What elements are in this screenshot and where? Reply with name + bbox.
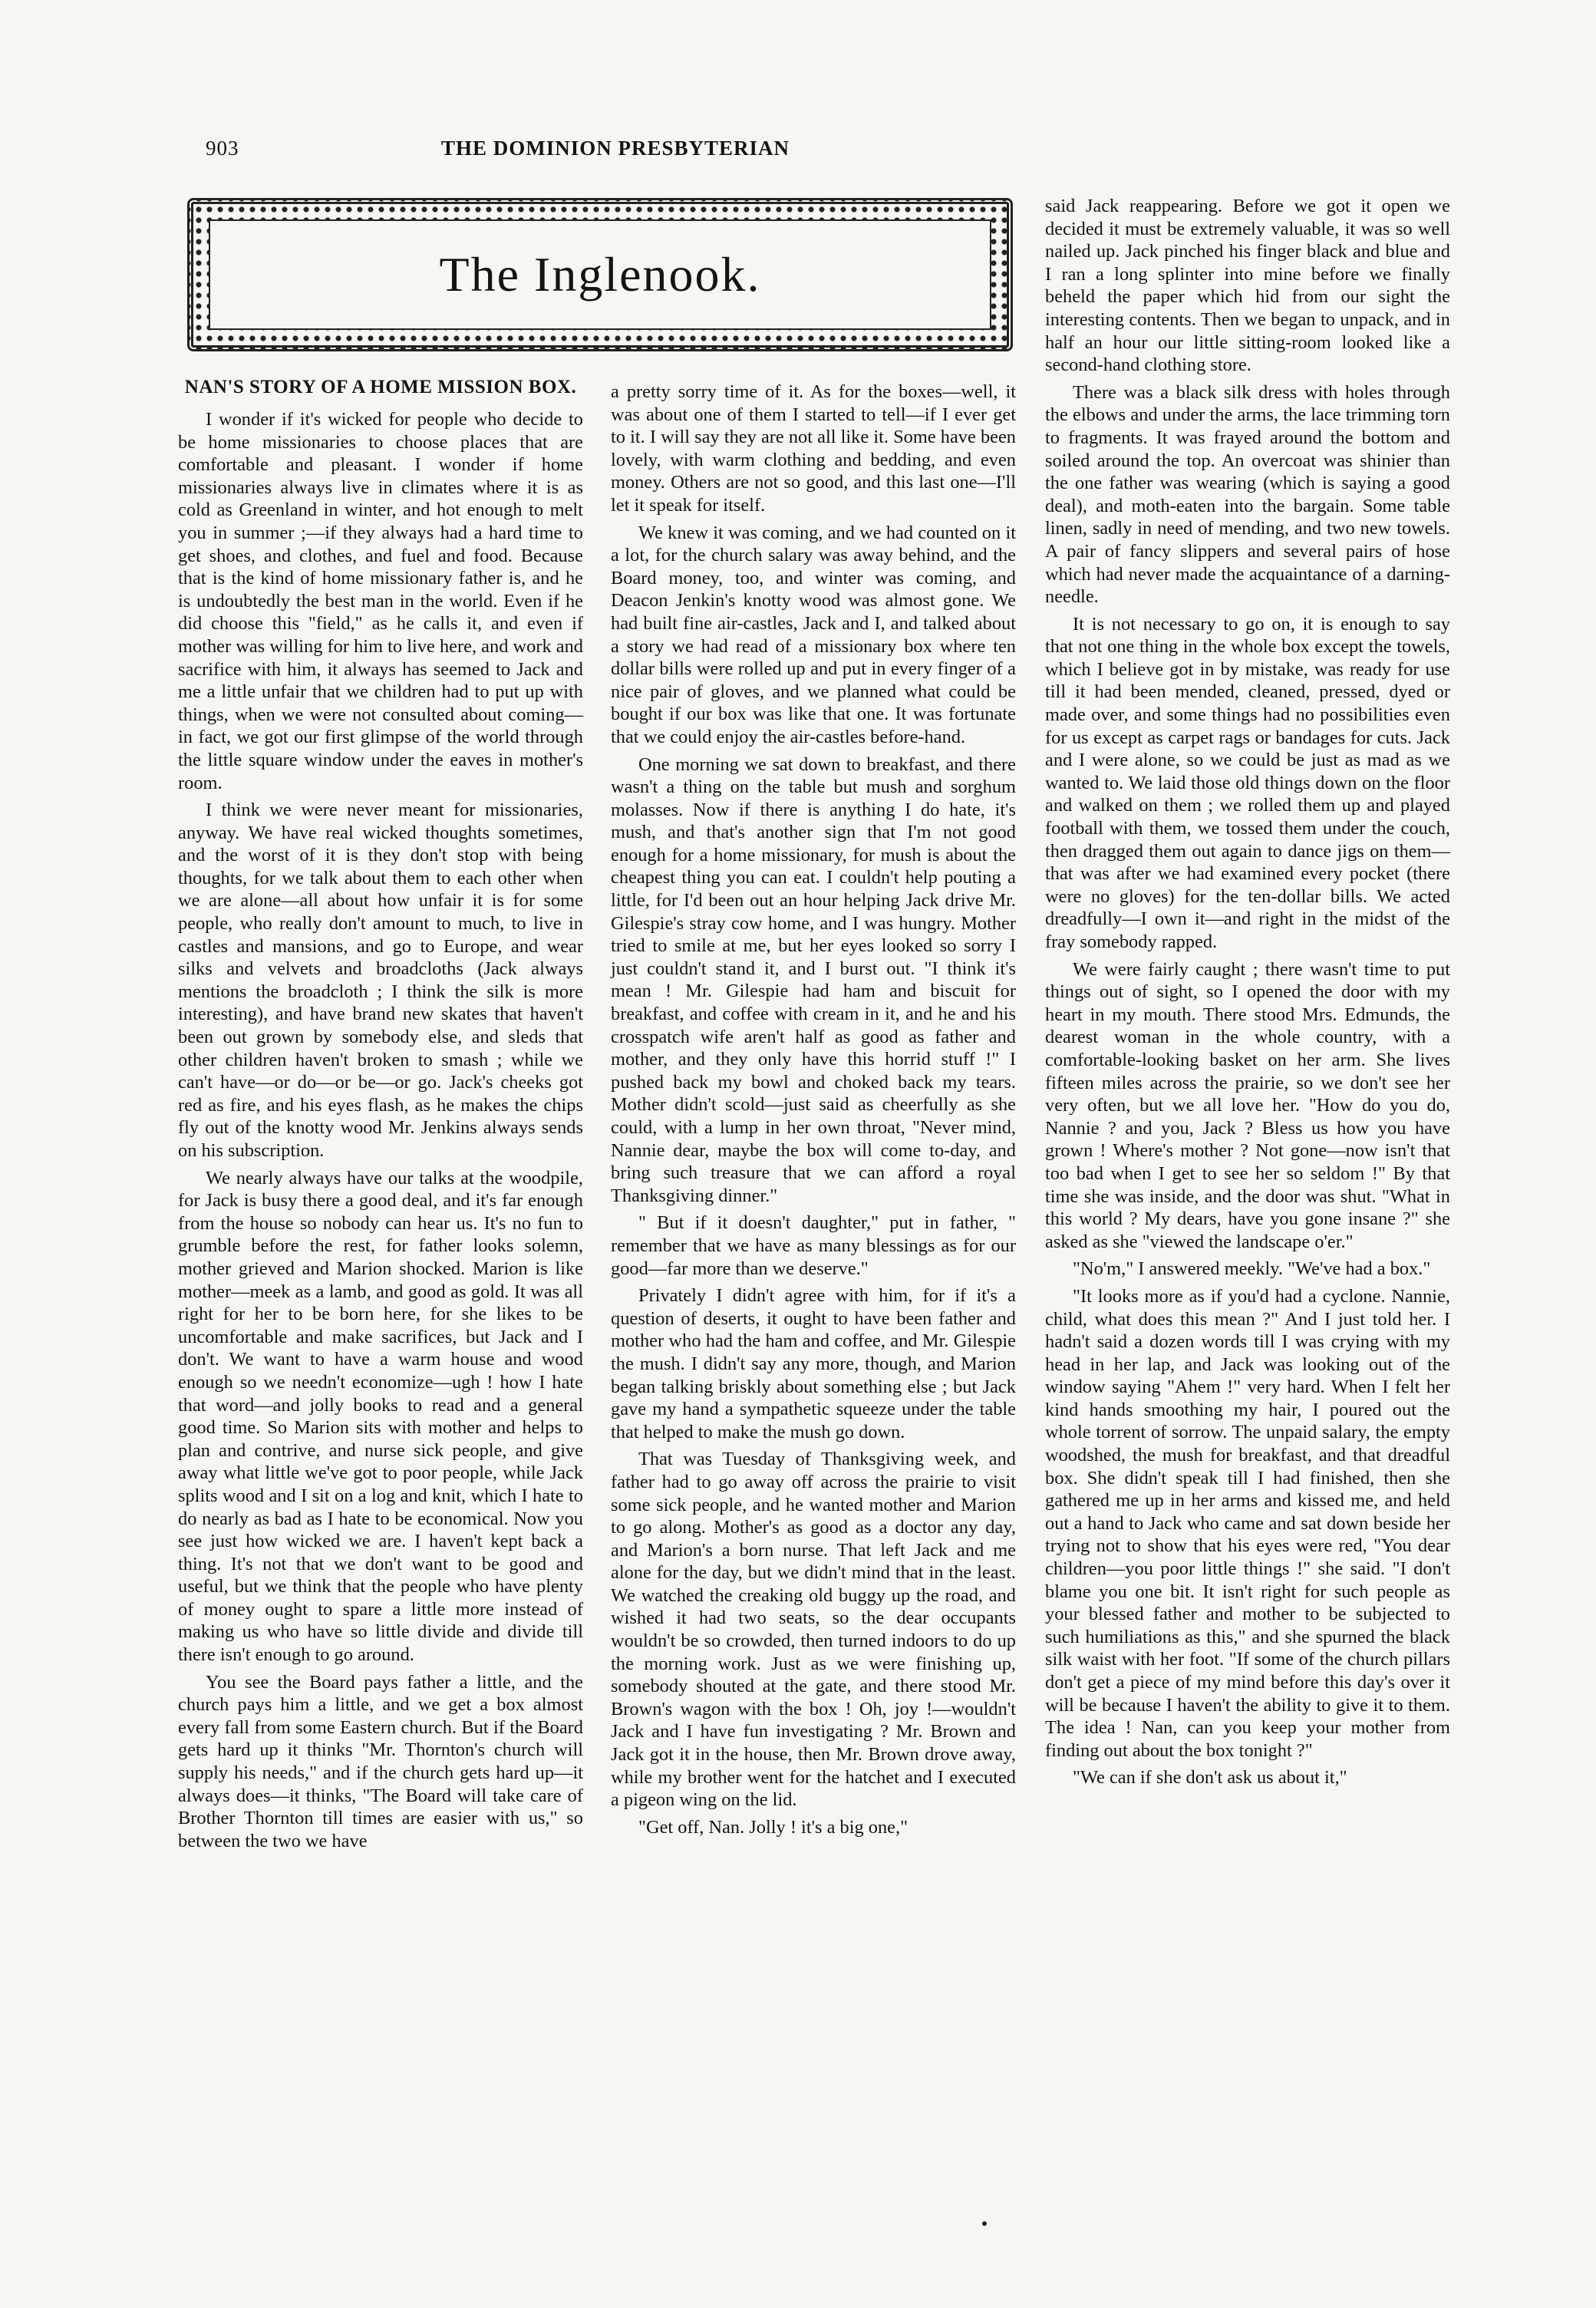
paragraph: said Jack reappearing. Before we got it open we decided it must be extremely valuable, it was so well nailed up. Jack pinched his finger black and blue and I ran a long splinter into mine before we finally beheld the paper which hid from our sight the interesting contents. Then we began to unpack, and in half an hour our little sitting-room looked like a second-hand clothing store.	[1045, 196, 1450, 376]
paragraph: "No'm," I answered meekly. "We've had a box."	[1073, 1258, 1431, 1280]
paragraph: There was a black silk dress with holes through the elbows and under the arms, the lace trimming torn to fragments. It was frayed around the bottom and soiled around the top. An overcoat was shinier than the one father was wearing (which is saying a good deal), and moth-eaten into the bargain. Some table linen, sadly in need of mending, and two new towels. A pair of fancy slippers and several pairs of hose which had never made the acquaintance of a darning-needle.	[1045, 381, 1450, 608]
paragraph: "Get off, Nan. Jolly ! it's a big one,"	[638, 1816, 908, 1838]
paragraph: You see the Board pays father a little, and the church pays him a little, and we get a box almost every fall from some Eastern church. But if the Board gets hard up it thinks "Mr. Thornton's church will supply his needs," and if the church gets hard up—it always does—it thinks, "The Board will take care of Brother Thornton till times are easier with us," so between the two we have	[178, 1671, 583, 1851]
paragraph: One morning we sat down to breakfast, and there wasn't a thing on the table but mush and sorghum molasses. Now if there is anything I do hate, it's mush, and that's another sign that I'm not good enough for a home missionary, for mush is about the cheapest thing you can eat. I couldn't help pouting a little, for I'd been out an hour helping Jack drive Mr. Gilespie's stray cow home, and I was hungry. Mother tried to smile at me, but her eyes looked so sorry I just couldn't stand it, and I burst out. "I think it's mean ! Mr. Gilespie had ham and biscuit for breakfast, and coffee with cream in it, and he and his crosspatch wife aren't half as good as father and mother, and they only have this horrid stuff !" I pushed back my bowl and choked back my tears. Mother didn't scold—just said as cheerfully as she could, with a lump in her own throat, "Never mind, Nannie dear, maybe the box will come to-day, and bring such treasure that we can afford a royal Thanksgiving dinner."	[611, 753, 1016, 1206]
paragraph: "We can if she don't ask us about it,"	[1073, 1767, 1347, 1789]
text-column-1	[178, 376, 583, 1857]
paragraph: We were fairly caught ; there wasn't time to put things out of sight, so I opened the door with my heart in my mouth. There stood Mrs. Edmunds, the dearest woman in the whole country, with a comfortable-looking basket on her arm. She lives fifteen miles across the prairie, so we don't see her very often, but we all love her. "How do you do, Nannie ? and you, Jack ? Bless us how you have grown ! Where's mother ? Not gone—now isn't that too bad when I get to see her so seldom !" By that time she was inside, and the door was shut. "What in this world ? My dears, have you gone insane ?" she asked as she "viewed the landscape o'er."	[1045, 958, 1450, 1252]
journal-title: THE DOMINION PRESBYTERIAN	[440, 137, 790, 160]
paragraph: We nearly always have our talks at the woodpile, for Jack is busy there a good deal, and it's far enough from the house so nobody can hear us. It's no fun to grumble before the rest, for father looks solemn, mother grieved and Marion shocked. Marion is like mother—meek as a lamb, and good as gold. It was all right for her to be born here, for she likes to be uncomfortable and make sacrifices, but Jack and I don't. We want to have a warm house and wood enough so we needn't economize—ugh ! how I hate that word—and jolly books to read and a general good time. So Marion sits with mother and helps to plan and contrive, and nurse sick people, and give away what little we've got to poor people, while Jack splits wood and I sit on a log and knit, which I hate to do nearly as bad as I hate to be economical. Now you see just how wicked we are. I haven't kept back a thing. It's not that we don't want to be good and useful, but we think that the people who have plenty of money ought to spare a little more instead of making us who have so little divide and divide till there isn't enough to go around.	[178, 1167, 583, 1666]
paragraph: That was Tuesday of Thanksgiving week, and father had to go away off across the prairie to visit some sick people, and he wanted mother and Marion to go along. Mother's as good as a doctor any day, and Marion's a born nurse. That left Jack and me alone for the day, but we didn't mind that in the least. We watched the creaking old buggy up the road, and wished it had two seats, so the dear occupants wouldn't be so crowded, then turned indoors to do up the morning work. Just as we were finishing up, somebody shouted at the gate, and there stood Mr. Brown's wagon with the box ! Oh, joy !—wouldn't Jack and I have fun investigating ? Mr. Brown and Jack got it in the house, then Mr. Brown drove away, while my brother went for the hatchet and I executed a pigeon wing on the lid.	[611, 1449, 1016, 1811]
page-number: 903	[206, 137, 239, 160]
paragraph: I wonder if it's wicked for people who decide to be home missionaries to choose places that are comfortable and pleasant. I wonder if home missionaries always live in climates where it is as cold as Greenland in winter, and hot enough to melt you in summer ;—if they always had a hard time to get shoes, and clothes, and fuel and food. Because that is the kind of home missionary father is, and he is undoubtedly the best man in the world. Even if he did choose this "field," as he calls it, and even if mother was willing for him to live here, and work and sacrifice with him, it always has seemed to Jack and me a little unfair that we children had to put up with things, when we were not consulted about coming—in fact, we got our first glimpse of the world through the little square window under the eaves in mother's room.	[178, 409, 583, 793]
department-title: The Inglenook.	[439, 247, 761, 302]
paragraph: It is not necessary to go on, it is enough to say that not one thing in the whole box except the towels, which I believe got in by mistake, was ready for use till it had been mended, cleaned, pressed, dyed or made over, and some things had no possibilities even for us except as carpet rags or bandages for cuts. Jack and I were alone, so we could be just as mad as we wanted to. We laid those old things down on the floor and walked on them ; we rolled them up and played football with them, we tossed them under the couch, then dragged them out again to dance jigs on them—that was after we had examined every pocket (there were no gloves) for the ten-dollar bills. We acted dreadfully—I own it—and right in the midst of the fray somebody rapped.	[1045, 613, 1450, 952]
print-speck	[982, 2221, 987, 2226]
paragraph: We knew it was coming, and we had counted on it a lot, for the church salary was away behind, and the Board money, too, and winter was coming, and Deacon Jenkin's knotty wood was almost gone. We had built fine air-castles, Jack and I, and talked about a story we had read of a missionary box where ten dollar bills were rolled up and put in every finger of a nice pair of gloves, and we planned what could be bought if our box was like that one. It was fortunate that we could enjoy the air-castles before-hand.	[611, 522, 1016, 747]
paragraph: Privately I didn't agree with him, for if it's a question of deserts, it ought to have been father and mother who had the ham and coffee, and Mr. Gilespie the mush. I didn't say any more, though, and Marion began talking briskly about something else ; but Jack gave my hand a sympathetic squeeze under the table that helped to make the mush go down.	[611, 1285, 1016, 1442]
paragraph: " But if it doesn't daughter," put in father, " remember that we have as many blessings as for our good—far more than we deserve."	[611, 1212, 1016, 1279]
paragraph: "It looks more as if you'd had a cyclone. Nannie, child, what does this mean ?" And I just told her. I hadn't said a dozen words till I was crying with my head in her lap, and Jack was looking out of the window saying "Ahem !" very hard. When I felt her kind hands smoothing my hair, I poured out the whole torrent of sorrow. The unpaid salary, the empty woodshed, the mush for breakfast, and that dreadful box. She didn't speak till I had finished, then she gathered me up in her arms and kissed me, and held out a hand to Jack who came and sat down beside her trying not to show that his eyes were red, "You dear children—you poor little things !" she said. "I don't blame you one bit. It isn't right for such people as your blessed father and mother to be subjected to such humiliations as this," and she spurned the black silk waist with her foot. "If some of the church pillars don't get a piece of my mind before this day's over it will be because I haven't the ability to give it to them. The idea ! Nan, can you keep your mother from finding out about the box tonight ?"	[1045, 1285, 1450, 1761]
text-column-3	[1045, 195, 1450, 1794]
paragraph: I think we were never meant for missionaries, anyway. We have real wicked thoughts sometimes, and the worst of it is they don't stop with being thoughts, for we talk about them to each other when we are alone—all about how unfair it is for some people, who really don't amount to much, to live in castles and mansions, and go to Europe, and wear silks and velvets and broadcloths (Jack always mentions the broadcloth ; I think the silk is more interesting), and have brand new skates that haven't been out grown by somebody else, and sleds that other children haven't broken to smash ; while we can't have—or do—or be—or go. Jack's cheeks got red as fire, and his eyes flash, as he makes the chips fly out of the knotty wood Mr. Jenkins always sends on his subscription.	[178, 800, 583, 1161]
story-title: NAN'S STORY OF A HOME MISSION BOX.	[184, 377, 577, 397]
text-column-2	[611, 381, 1016, 1843]
department-header-border	[187, 198, 1013, 351]
paragraph: a pretty sorry time of it. As for the boxes—well, it was about one of them I started to tell—if I ever get to it. I will say they are not all like it. Some have been lovely, with warm clothing and bedding, and even money. Others are not so good, and this last one—I'll let it speak for itself.	[611, 381, 1016, 516]
